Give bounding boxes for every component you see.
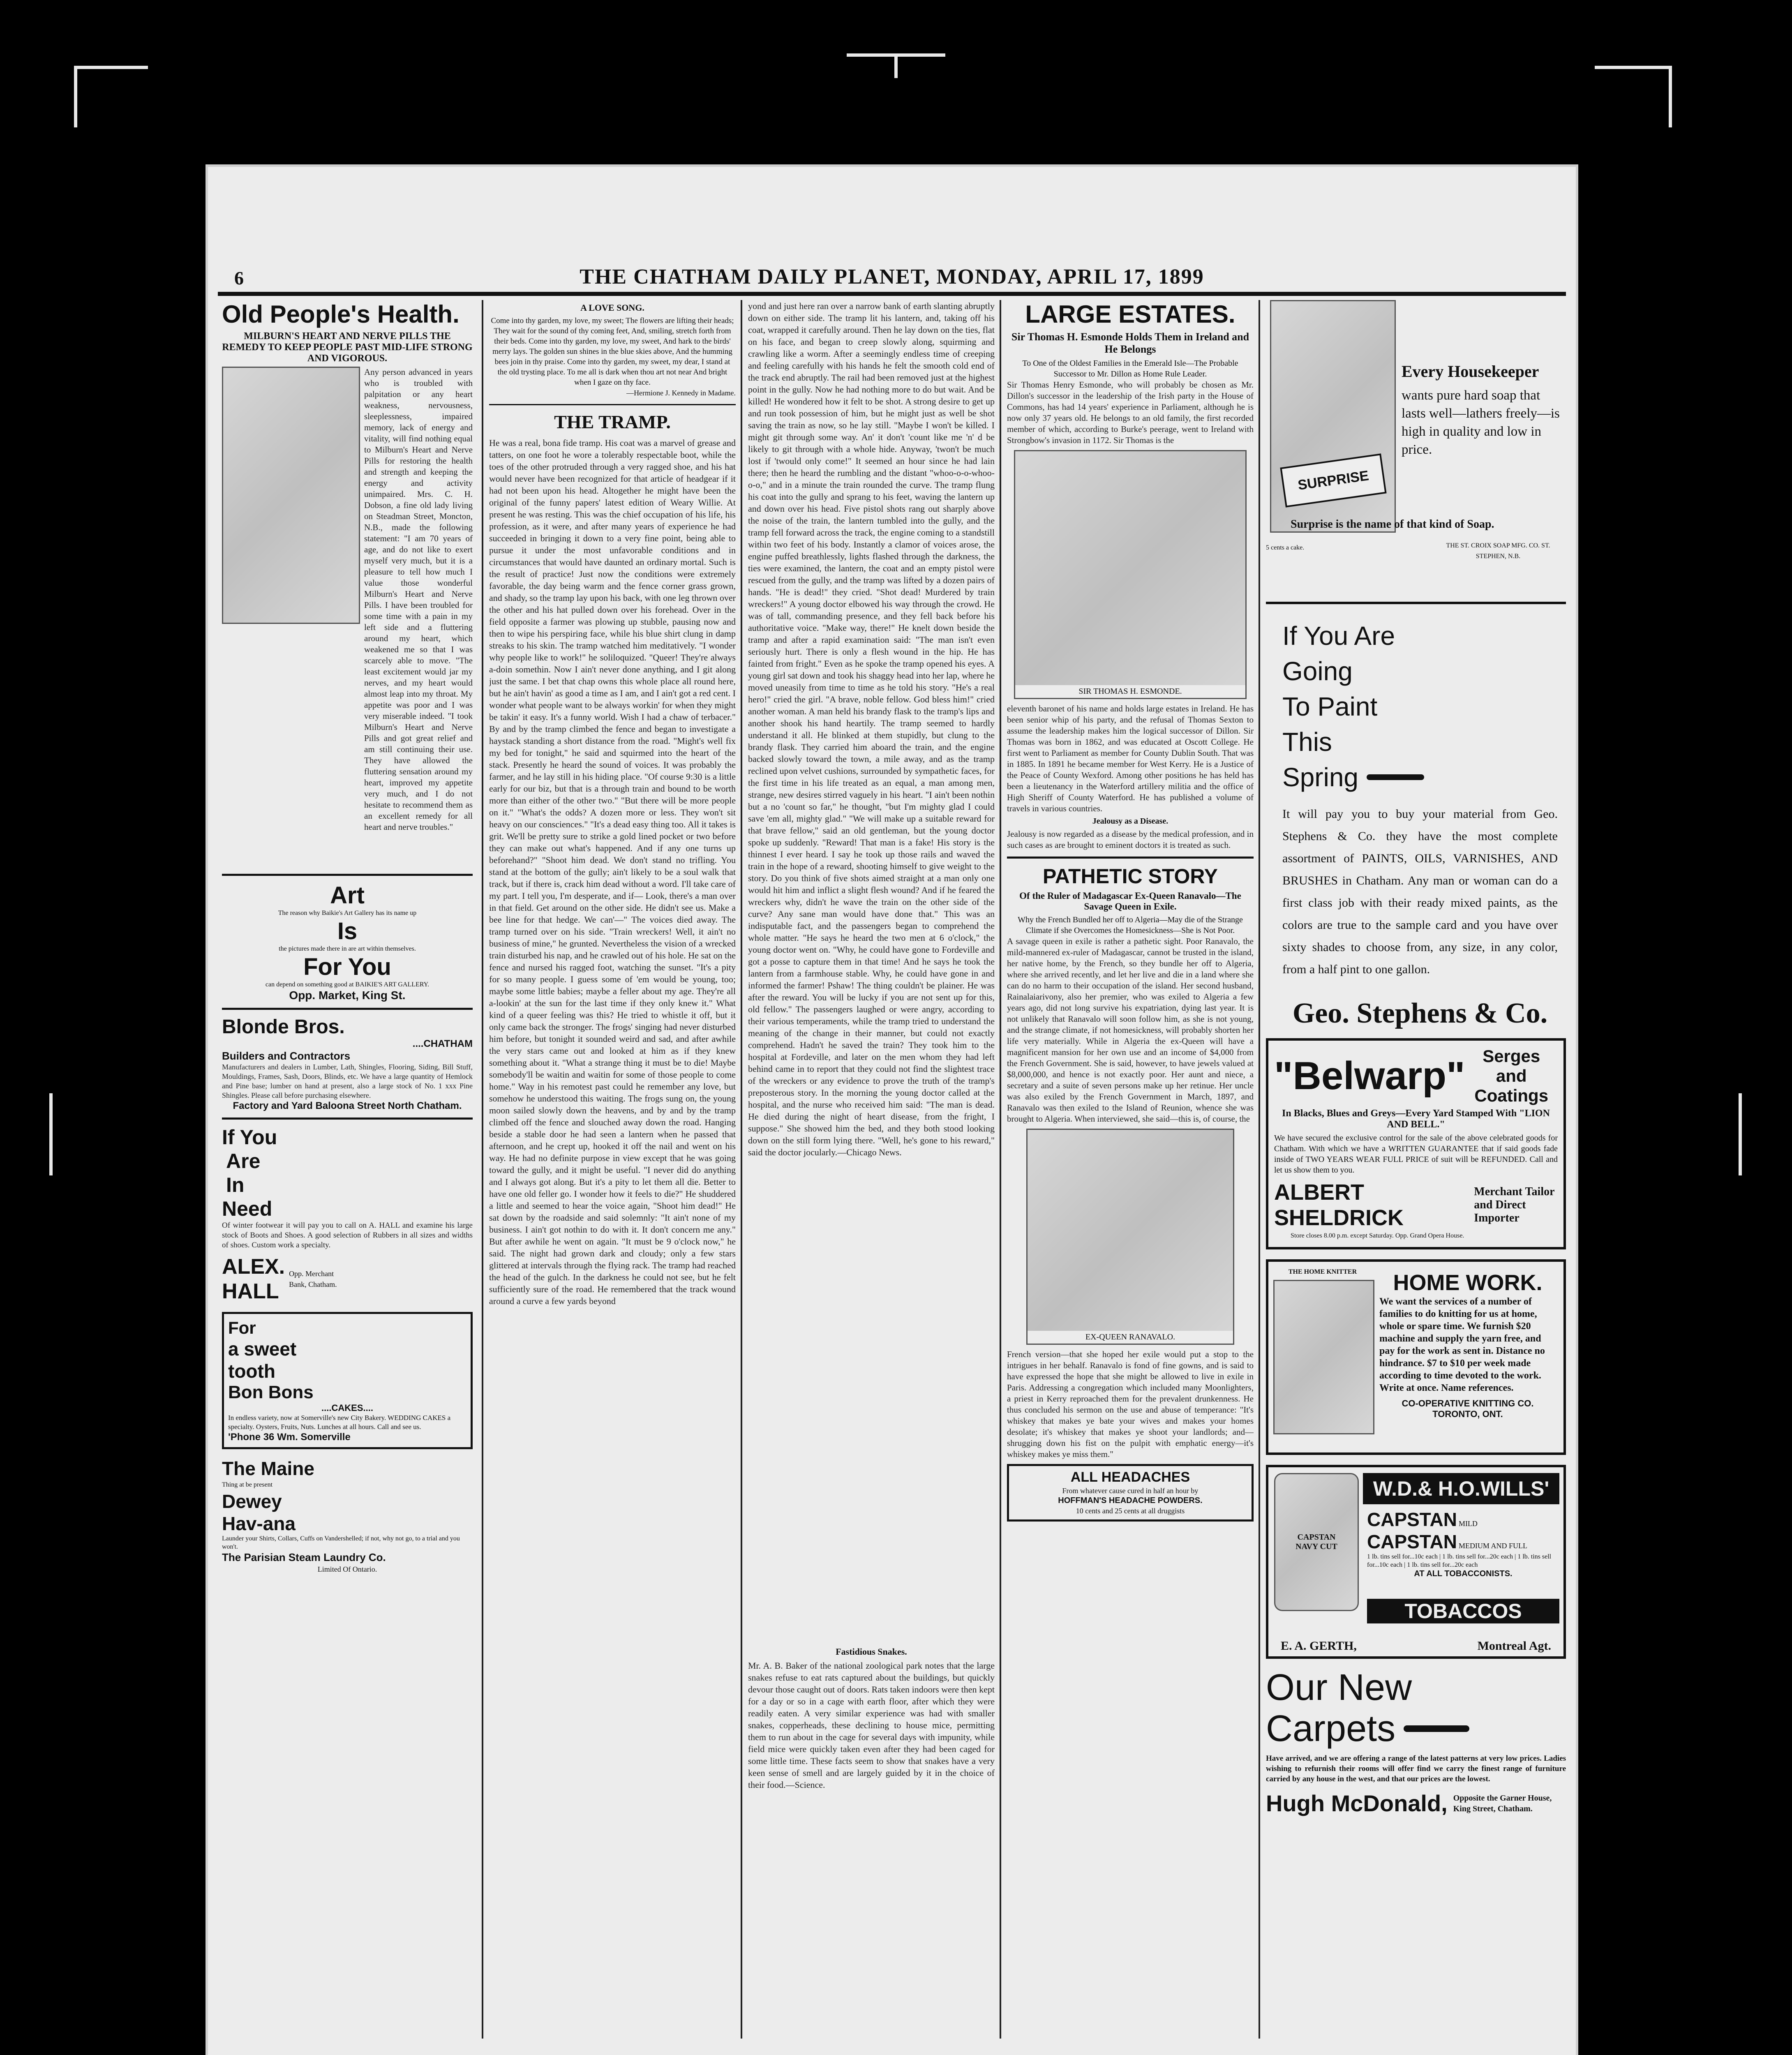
knitting-machine-illustration — [1273, 1280, 1374, 1434]
maine-line5: Limited Of Ontario. — [317, 1565, 377, 1573]
estates-title: LARGE ESTATES. — [1025, 300, 1235, 328]
stove-woman-illustration — [222, 367, 360, 624]
homework-title: HOME WORK. — [1393, 1270, 1543, 1295]
carpets-ad — [1266, 1659, 1566, 1817]
carpets-company: Hugh McDonald, — [1266, 1790, 1448, 1816]
column-1 — [222, 300, 473, 2047]
pathetic-sub2: Why the French Bundled her off to Algeria—May die of the Strange Climate if she Overcomes the Homesickness—She is Not Poor. — [1018, 915, 1243, 935]
bonbon-line1: For — [228, 1318, 256, 1337]
story-text-part1: He was a real, bona fide tramp. His coat was a marvel of grease and tatters, on one foot he wore a tolerably respectable boot, while the toes of the other protruded through a very ragged shoe, and his hat would never have been recognized for that article of headgear if it had not been upon his head. Altogether he might have been the original of the funny papers' latest edition of Weary Willie. At present he was resting. This was the chief occupation of his life, his profession, as it were, and after many years of experience he had succeeded in bringing it down to a very fine point, being able to pursue it under the most unfavorable conditions and in circumstances that would have daunted an ordinary mortal. Such is the result of practice! Just now the conditions were extremely favorable, the day being warm and the fence corner grass grown, and shady, so the tramp lay upon his back, with one leg thrown over the other and his hat pulled down over his forehead. Over in the field opposite a farmer was plowing up stubble, pausing now and then to wipe his perspiring face, while his blue shirt clung in damp streaks to his skin. The tramp watched him meditatively. "I wonder why people like to work!" he soliloquized. "Queer! They're always a-doin somethin. Now I ain't never done anything, and I git along just the same. I bet that chap owns this whole place all round here, but he ain't havin' as good a time as I am, and I ain't got a red cent. I wonder what people want to be always workin' for when they might be takin' it easy. It's a funny world. Wish I had a chaw of terbacer." By and by the tramp climbed the fence and began to investigate a haystack standing a short distance from the road. "Might's well fix my bed for tonight," he said and squirmed into the heart of the stack. Presently he heard the sound of voices. It was probably the farmer, and he lay still in his hiding place. "Of course 9:30 is a little early for our biz, but that is a through train and bound to be worth more than either of the other two." "But there will be more people on it." "What's the odds? A dozen more or less. They won't sit heavy on our consciences." "It's a dead easy thing too. All it takes is grit. We'll be pretty sure to strike a gold lined pocket or two before they can make out what's happened. And if any one turns up beforehand?" "Shoot him dead. We don't stand no trifling. You stand at the bottom of the gully; ain't likely to be a soul walk that track, but if there is, crack him dead without a word. I'll take care of my part. I tell you, I'm desperate, and if— Look, there's a man over in that field. Get around on the other side. He didn't see us. Make a bee line for that hedge. We can'—" The voices died away. The tramp turned over on his side. "Train wreckers! Well, it ain't no business of mine," he grunted. Nevertheless the vision of a wrecked train disturbed his nap, and he crawled out of his hole. He sat on the fence and nursed his ragged foot, watching the sunset. "It's a pity for so many people. I guess some of 'em would be young, too; maybe some little babies; maybe a feller about my age. They're all a-lookin' at the sun for the last time if they only knew it." What kind of a queer feeling was this? He tried to whistle it off, but it only came back the stronger. The frogs' singing had never disturbed him before, but tonight it sounded weird and sad, and after awhile the very stars came out and looked at him as if they knew something about it. "What a strange thing it must be to die! Maybe somebody'll be waitin and waitin for some of those people to come home." Way in his remotest past could he remember any love, but somehow he understood this waiting. The frogs sung on, the young moon sailed slowly down the heavens, and by and by the tramp climbed off the fence and slouched away down the road. Hanging beside a stable door he had seen a lantern when he passed that afternoon, and he crept up, hooked it off the nail and went on his way. He had no definite purpose in view except that he was going toward the gully, and it might be useful. "I never did do anything and I always got along. But it's a pity to let them all die. Better to have one old feller go. I wonder how it feels to die?" He shuddered a little and seemed to hear the voice again, "Shoot him dead!" He sat down by the roadside and said solemnly: "It ain't none of my business. I ain't got nothin to do with it. It don't concern me any." But after awhile he went on again. "It must be 9 o'clock now," he said. The night had grown dark and cloudy; only a few stars glittered at intervals through the flying rack. The tramp had reached the head of the gulch. In the darkness he could not see, but he felt sufficiently sure of the road. He remembered that the track wound around a curve a few yards beyond — [489, 438, 736, 1306]
ad-old-peoples-health-title: Old People's Health. — [222, 300, 460, 328]
hall-ad-line1: If You — [222, 1126, 277, 1149]
wills-agent: E. A. GERTH, — [1281, 1639, 1357, 1653]
soap-bar-label: SURPRISE — [1297, 467, 1370, 493]
wills-mild: MILD — [1458, 1519, 1478, 1528]
art-ad-address: Opp. Market, King St. — [289, 989, 406, 1002]
crop-mark — [894, 53, 898, 78]
pathetic-title: PATHETIC STORY — [1043, 865, 1218, 888]
surprise-soap-ad — [1266, 300, 1566, 596]
carpets-address: Opposite the Garner House, King Street, Chatham. — [1453, 1793, 1552, 1813]
page-number: 6 — [234, 268, 244, 289]
estates-sub: Sir Thomas H. Esmonde Holds Them in Ireland and He Belongs — [1011, 331, 1249, 355]
homework-company: CO-OPERATIVE KNITTING CO. TORONTO, ONT. — [1402, 1398, 1534, 1419]
pathetic-sub: Of the Ruler of Madagascar Ex-Queen Ranavalo—The Savage Queen in Exile. — [1019, 891, 1241, 912]
column-5 — [1266, 300, 1566, 2047]
art-ad-line2: Is — [337, 918, 358, 944]
surprise-price: 5 cents a cake. — [1266, 544, 1305, 551]
surprise-tagline: Surprise is the name of that kind of Soap. — [1291, 518, 1494, 531]
newspaper-page — [206, 164, 1578, 2055]
column-4 — [1007, 300, 1254, 2047]
wills-capstan2: CAPSTAN — [1367, 1531, 1457, 1552]
art-ad-small1: The reason why Baikie's Art Gallery has its name up — [278, 910, 417, 917]
bonbon-cakes: ....CAKES.... — [321, 1403, 373, 1413]
headache-ad — [1007, 1464, 1254, 1522]
bonbon-phone: 'Phone 36 Wm. Somerville — [228, 1432, 351, 1443]
hall-ad-line2: Are — [226, 1150, 261, 1173]
surprise-maker: THE ST. CROIX SOAP MFG. CO. ST. STEPHEN, N.B. — [1446, 542, 1550, 560]
carpets-line2: Carpets — [1266, 1708, 1396, 1749]
story-title: THE TRAMP. — [554, 411, 671, 432]
divider — [1266, 602, 1566, 604]
paint-line1: If You Are — [1282, 621, 1395, 651]
ad-old-peoples-health-text: Any person advanced in years who is troubled with palpitation or any heart weakness, nervousness, sleeplessness, impaired memory, lack of energy and vitality, will find nothing equal to Milburn's Heart and Nerve Pills for restoring the health and strength and keeping the energy and activity unimpaired. Mrs. C. H. Dobson, a fine old lady living on Steadman Street, Moncton, N.B., made the following statement: "I am 70 years of age, and do not like to exert myself very much, but it is a pleasure to tell how much I value those wonderful Milburn's Heart and Nerve Pills. I have been troubled for some time with a pain in my left side and a fluttering around my heart, which weakened me so that I was scarcely able to move. "The least excitement would jar my nerves, and my heart would almost leap into my throat. My appetite was poor and I was very miserable indeed. "I took Milburn's Heart and Nerve Pills and got great relief and am still continuing their use. They have allowed the fluttering sensation around my heart, improved my appetite very much, and I do not hesitate to recommend them as an excellent remedy for all heart and nerve troubles." — [364, 367, 473, 832]
wills-capstan1: CAPSTAN — [1367, 1509, 1457, 1530]
column-rule — [1000, 300, 1001, 2039]
paint-line3: To Paint — [1282, 692, 1378, 721]
bonbon-ad — [222, 1312, 473, 1449]
wills-medium: MEDIUM AND FULL — [1458, 1542, 1527, 1550]
laundry-ad — [222, 1457, 473, 1575]
capstan-tin-illustration — [1274, 1473, 1359, 1611]
crop-mark — [74, 66, 148, 69]
tin-label: CAPSTAN NAVY CUT — [1296, 1533, 1337, 1551]
blonde-bros-title: Blonde Bros. — [222, 1016, 345, 1038]
headache-brand: HOFFMAN'S HEADACHE POWDERS. — [1058, 1496, 1203, 1505]
homework-text: We want the services of a number of families to do knitting for us at home, whole or spare time. We furnish $20 machine and supply the yarn free, and pay for the work as sent in. Distance no hindrance. $7 to $10 per week made according to time devoted to the work. Write at once. Name references. — [1379, 1296, 1545, 1393]
divider — [222, 874, 473, 876]
snakes-title: Fastidious Snakes. — [836, 1646, 907, 1657]
ad-old-peoples-health-subhead: MILBURN'S HEART AND NERVE PILLS THE REMEDY TO KEEP PEOPLE PAST MID-LIFE STRONG AND VIGOROUS. — [222, 331, 473, 364]
maine-line2: Dewey — [222, 1491, 282, 1512]
wills-tobacco-ad — [1266, 1465, 1566, 1659]
bonbon-line2: a sweet — [228, 1338, 297, 1360]
belwarp-text: We have secured the exclusive control for the sale of the above celebrated goods for Chatham. With which we have a WRITTEN GUARANTEE that if said goods fade inside of TWO YEARS WEAR FULL PRICE of suit will be REFUNDED. Call and let us show them to you. — [1274, 1134, 1558, 1175]
crop-mark — [1669, 66, 1672, 127]
poem-title: A LOVE SONG. — [580, 302, 644, 313]
hall-ad-name1: ALEX. — [222, 1255, 285, 1279]
queen-portrait — [1026, 1129, 1234, 1345]
wills-agent-city: Montreal Agt. — [1477, 1639, 1551, 1653]
blonde-bros-sub: Builders and Contractors — [222, 1050, 351, 1062]
paint-line5: Spring — [1282, 762, 1358, 792]
column-3 — [748, 300, 995, 2047]
maine-line3: Hav-ana — [222, 1513, 296, 1534]
snakes-text: Mr. A. B. Baker of the national zoological park notes that the large snakes refuse to eat rats captured about the buildings, but quickly devour those caught out of doors. Rats taken indoors were then kept for a day or so in a cage with earth floor, after which they were readily eaten. A very similar experience was had with smaller snakes, copperheads, these declining to house mice, permitting them to run about in the cage for several days with impunity, while field mice were quickly taken even after they had been caged for some little time. These facts seem to show that snakes have a very keen sense of smell and are largely guided by it in the choice of their food.—Science. — [748, 1660, 995, 1790]
carpets-text: Have arrived, and we are offering a range of the latest patterns at very low prices. Ladies wishing to refurnish their rooms will offer find we carry the finest range of furniture carried by any house in the west, and that our prices are the lowest. — [1266, 1754, 1566, 1783]
blonde-bros-text: Manufacturers and dealers in Lumber, Lath, Shingles, Flooring, Siding, Bill Stuff, Mouldings, Frames, Sash, Doors, Blinds, etc. We have a large quantity of Hemlock and Pine base; lumber on hand at present, also a large stock of No. 1 xxx Pine Shingles. Please call before purchasing elsewhere. — [222, 1063, 473, 1099]
jealousy-text: Jealousy is now regarded as a disease by the medical profession, and in such cases as are brought to eminent doctors it is treated as such. — [1007, 829, 1254, 850]
hall-ad-text: Of winter footwear it will pay you to call on A. HALL and examine his large stock of Boots and Shoes. A good selection of Rubbers in all sizes and widths of shoes. Custom work a specialty. — [222, 1221, 473, 1249]
crop-mark — [74, 66, 77, 127]
divider — [222, 1008, 473, 1010]
surprise-headline: Every Housekeeper — [1402, 362, 1539, 381]
esmonde-caption: SIR THOMAS H. ESMONDE. — [1015, 685, 1245, 698]
pathetic-text-part1: A savage queen in exile is rather a pathetic sight. Poor Ranavalo, the mild-mannered ex-ruler of Madagascar, cannot be trusted in the island, her native home, by the French, so they bundle her off to Algeria, where she arrived recently, and let her live and die in a land where she can do no harm to their occupation of the island. Her second husband, Rainalaiarivony, also her premier, who was exiled to Algeria a few years ago, did not long survive his expatriation, dying last year. It is not unlikely that Ranavalo will soon follow him, as she is not young, and the strange climate, if not homesickness, will probably shorten her life very materially. While in Algeria the ex-Queen will have a magnificent mansion for her own use and an income of $4,000 from the French Government. She is said, however, to have jewels valued at $8,000,000, and hence is not exactly poor. Her aunt and niece, a secretary and a suite of seven persons make up her retinue. Her uncle was also exiled by the French Government in March, 1897, and Ranavalo was then exiled to the Island of Reunion, whence she was brought to Algeria. When interviewed, she said—this is, of course, the — [1007, 936, 1254, 1124]
art-ad-small3: can depend on something good at BAIKIE'S ART GALLERY. — [265, 981, 430, 988]
art-ad-small2: the pictures made there in are art within themselves. — [279, 945, 416, 952]
blonde-bros-factory: Factory and Yard Baloona Street North Chatham. — [233, 1100, 462, 1111]
column-rule — [741, 300, 742, 2039]
column-2 — [489, 300, 736, 2047]
pathetic-text-part2: French version—that she hoped her exile would put a stop to the intrigues in her behalf. Ranavalo is fond of fine gowns, and is said to have expressed the hope that she might be allowed to live in exile in Paris. Addressing a congregation which included many Moonlighters, a priest in Kerry reproached them for the prevalent drunkenness. He thus concluded his sermon on the use and abuse of temperance: "It's whiskey that makes ye bate your wives and makes your homes desolate; it's whiskey that makes ye shoot your landlords; and—shrugging down his fist on the pulpit with emphatic energy—it's whiskey makes ye miss them." — [1007, 1349, 1254, 1459]
hall-ad-address: Opp. Merchant Bank, Chatham. — [289, 1270, 337, 1288]
sheldrick-side: Merchant Tailor and Direct Importer — [1474, 1185, 1555, 1224]
blonde-bros-city: ....CHATHAM — [412, 1038, 473, 1049]
art-ad-line3: For You — [303, 954, 391, 980]
page-header — [218, 263, 1566, 296]
belwarp-sub: In Blacks, Blues and Greys—Every Yard Stamped With "LION AND BELL." — [1282, 1108, 1550, 1130]
divider — [489, 404, 736, 405]
esmonde-portrait — [1014, 450, 1247, 699]
wills-tobaccos-banner — [1367, 1599, 1559, 1623]
column-rule — [1259, 300, 1260, 2039]
surprise-text: wants pure hard soap that lasts well—lathers freely—is high in quality and low in price. — [1402, 388, 1560, 457]
wills-prices: 1 lb. tins sell for...10c each | 1 lb. tins sell for...20c each | 1 lb. tins sell for...10c each | 1 lb. tins sell for...20c each — [1367, 1553, 1552, 1568]
headache-text: From whatever cause cured in half an hour by — [1062, 1487, 1199, 1495]
paint-ad — [1266, 610, 1566, 1030]
sheldrick-hours: Store closes 8.00 p.m. except Saturday. Opp. Grand Opera House. — [1291, 1232, 1464, 1239]
crop-mark — [1739, 1093, 1742, 1175]
divider — [222, 1118, 473, 1120]
pointing-flourish-icon — [1404, 1725, 1469, 1732]
belwarp-title: "Belwarp" — [1274, 1054, 1465, 1098]
homework-ad — [1266, 1259, 1566, 1455]
belwarp-ad — [1266, 1038, 1566, 1249]
divider — [1007, 857, 1254, 859]
wills-banner — [1363, 1473, 1559, 1504]
paint-company: Geo. Stephens & Co. — [1292, 997, 1548, 1029]
bonbon-text: In endless variety, now at Somerville's new City Bakery. WEDDING CAKES a specialty. Oysters, Fruits, Nuts. Lunches at all hours. Call and see us. — [228, 1414, 451, 1431]
hall-ad-name2: HALL — [222, 1279, 279, 1303]
crop-mark — [49, 1093, 53, 1175]
story-text-part2: yond and just here ran over a narrow bank of earth slanting abruptly down on either side. The tramp lit his lantern, and, taking off his coat, wrapped it carefully around. Then he lay down on the ties, flat on his face, and began to creep slowly along, squirming and crawling like a worm. After a seemingly endless time of creeping and feeling carefully with his hands he felt the smooth cold end of the track end abruptly. The rail had been removed just at the highest point in the gully. Now he had nothing more to do but wait. And be killed! He wondered how it felt to be shot. A strong desire to get up and run took possession of him, but he might just as well be shot saving the train as now, so he lay still. "Maybe I won't be killed. I might git through some way. An' it don't 'count like me 'n' d be likely to git through with a whole hide. Anyway, 'twon't be much lost if 'twould only come!" It seemed an hour since he had lain there; then he heard the rumbling and the distant "whoo-o-o-whoo-o-o," and in a minute the train rounded the curve. The tramp flung his coat into the gully and sprang to his feet, waving the lantern up and down over his head. Five pistol shots rang out sharply above the noise of the train, the lantern tumbled into the gully, and the tramp fell forward across the track, the engine coming to a standstill within two feet of his body. Instantly a clamor of voices arose, the engine puffed breathlessly, lights flashed through the darkness, the ties were examined, the lantern, the coat and an empty pistol were rescued from the gully, and the tramp was lifted by a dozen pairs of hands. "He is dead!" they cried. "Shot dead! Murdered by train wreckers!" A young doctor elbowed his way through the crowd. He was of tall, commanding presence, and they fell back before his authoritative voice. "Make way, there!" He knelt down beside the tramp and after a rapid examination said: "The man isn't even seriously hurt. There is only a flesh wound in the hip. He has fainted from fright." Even as he spoke the tramp opened his eyes. A young girl sat down and took his shaggy head into her lap, where he moved uneasily from time to time as he told his story. "He's a real hero!" cried the girl. "A brave, noble fellow. God bless him!" cried another woman. A man held his brandy flask to the tramp's lips and another shook his hand heartily. The tramp seemed to hardly understand it all. He blinked at them stupidly, but clung to the brandy flask. They carried him aboard the train, and the engine backed slowly toward the town, a mile away, and as the tramp reclined upon velvet cushions, surrounded by sympathetic faces, for the first time in his life treated as an equal, a man among men, strange, new desires stirred vaguely in his heart. "I ain't been nothin but a no 'count so far," he thought, "but I'm mighty glad I could save 'em all, mighty glad." "We will make up a suitable reward for that brave fellow," said an old gentleman, but the young doctor spoke up suddenly. "Reward! That man is a fake! His story is the thinnest I ever heard. I say he took up those rails and waved the train in the hope of a reward, shooting himself to give weight to the story. Do you think of five shots aimed straight at a man only one would hit him and inflict a slight flesh wound? And if he feared the wreckers why, didn't he wave the train on the other side of the curve? Any sane man would have done that." This was an indisputable fact, and the passengers began to comprehend the whole matter. "He says he heard the two men at 6 o'clock," the young doctor went on. "Why, he could have gone to Fordeville and got a posse to capture them in that time! And he says he took the lantern from a farmhouse stable. Why, he could have gone in and informed the farmer! Pshaw! The thing couldn't be plainer. He was after the reward. You will be lucky if you are not sent up for this, old fellow." The passengers laughed or were angry, according to their various temperaments, while the tramp tried to understand the meaning of the change in their manner, but could not exactly comprehend. Hadn't he saved the train? They took him to the hospital at Fordeville, and later on the men whom they had left behind came in to report that they could not find the slightest trace of the wreckers or any evidence to prove the truth of the tramp's preposterous story. In the morning the young doctor called at the hospital, and the nurse who received him said: "The man is dead. He died during the night of heart disease, from the fright, I suppose." She showed him the bed, and they both stood looking down on the still form lying there. "Well, he's gone to his reward," said the doctor jocularly.—Chicago News. — [748, 301, 995, 1157]
wills-title: W.D.& H.O.WILLS' — [1373, 1477, 1550, 1500]
wills-tobaccos: TOBACCOS — [1404, 1600, 1522, 1623]
poem-author: —Hermione J. Kennedy in Madame. — [626, 389, 736, 397]
maine-line1: The Maine — [222, 1458, 314, 1479]
wills-sold: AT ALL TOBACCONISTS. — [1414, 1569, 1513, 1578]
homework-top: THE HOME KNITTER — [1288, 1268, 1357, 1275]
bonbon-line3: tooth — [228, 1360, 275, 1382]
hall-ad-line4: Need — [222, 1197, 272, 1220]
headache-price: 10 cents and 25 cents at all druggists — [1076, 1507, 1185, 1515]
pointing-flourish-icon — [1367, 774, 1424, 780]
maine-line4: The Parisian Steam Laundry Co. — [222, 1551, 386, 1563]
estates-text-part2: eleventh baronet of his name and holds large estates in Ireland. He has been senior whip of his party, and the refusal of Thomas Sexton to assume the leadership makes him the logical successor of Dillon. Sir Thomas was born in 1862, and was educated at Oscott College. He first went to Parliament as member for County Dublin South. That was in 1885. In 1891 he became member for West Kerry. He is a Justice of the Peace of County Wexford. Among other positions he has held has been a lieutenancy in the Waterford artillery militia and the office of High Sheriff of County Waterford. He has published a volume of travels in various countries. — [1007, 704, 1254, 813]
carpets-line1: Our New — [1266, 1667, 1412, 1708]
maine-small: Thing at be present — [222, 1481, 273, 1488]
masthead: THE CHATHAM DAILY PLANET, MONDAY, APRIL 17, 1899 — [580, 265, 1204, 289]
belwarp-side: Serges and Coatings — [1474, 1046, 1549, 1105]
column-rule — [482, 300, 483, 2039]
poem-text: Come into thy garden, my love, my sweet; The flowers are lifting their heads; They wait for the sound of thy coming feet, And, smiling, stretch forth from their beds. Come into thy garden, my love, my sweet, And hark to the birds' merry lays. The golden sun shines in the blue skies above, And the humming bees join in thy praise. Come into thy garden, my sweet, my dear, I stand at the old trysting place. To me all is dark when thou art not near And bright when I gaze on thy face. — [491, 316, 734, 387]
bonbon-line4: Bon Bons — [228, 1382, 314, 1402]
headache-title: ALL HEADACHES — [1070, 1469, 1190, 1485]
paint-line4: This — [1282, 727, 1332, 757]
crop-mark — [1595, 66, 1672, 69]
art-ad-line1: Art — [330, 882, 365, 909]
paint-text: It will pay you to buy your material from Geo. Stephens & Co. they have the most complete assortment of PAINTS, OILS, VARNISHES, AND BRUSHES in Chatham. Any man or woman can do a first class job with their ready mixed paints, as the colors are true to the sample card and you have over sixty shades to choose from, any size, in any color, from a half pint to one gallon. — [1282, 807, 1558, 976]
maine-text: Launder your Shirts, Collars, Cuffs on Vandershelled; if not, why not go, to a trial and you won't. — [222, 1535, 460, 1550]
queen-caption: EX-QUEEN RANAVALO. — [1028, 1331, 1233, 1344]
sheldrick-name: ALBERT SHELDRICK — [1274, 1180, 1404, 1230]
jealousy-title: Jealousy as a Disease. — [1092, 817, 1168, 826]
estates-text-part1: Sir Thomas Henry Esmonde, who will probably be chosen as Mr. Dillon's successor in the leadership of the Irish party in the House of Commons, has had 14 years' experience in Parliament, although he is now only 37 years old. He belongs to an old family, the first recorded member of which, according to Burke's peerage, went to Ireland with Strongbow's invasion in 1172. Sir Thomas is the — [1007, 380, 1254, 445]
paint-line2: Going — [1282, 656, 1353, 686]
hall-ad-line3: In — [226, 1173, 245, 1196]
estates-sub2: To One of the Oldest Families in the Emerald Isle—The Probable Successor to Mr. Dillon as Home Rule Leader. — [1022, 359, 1238, 379]
